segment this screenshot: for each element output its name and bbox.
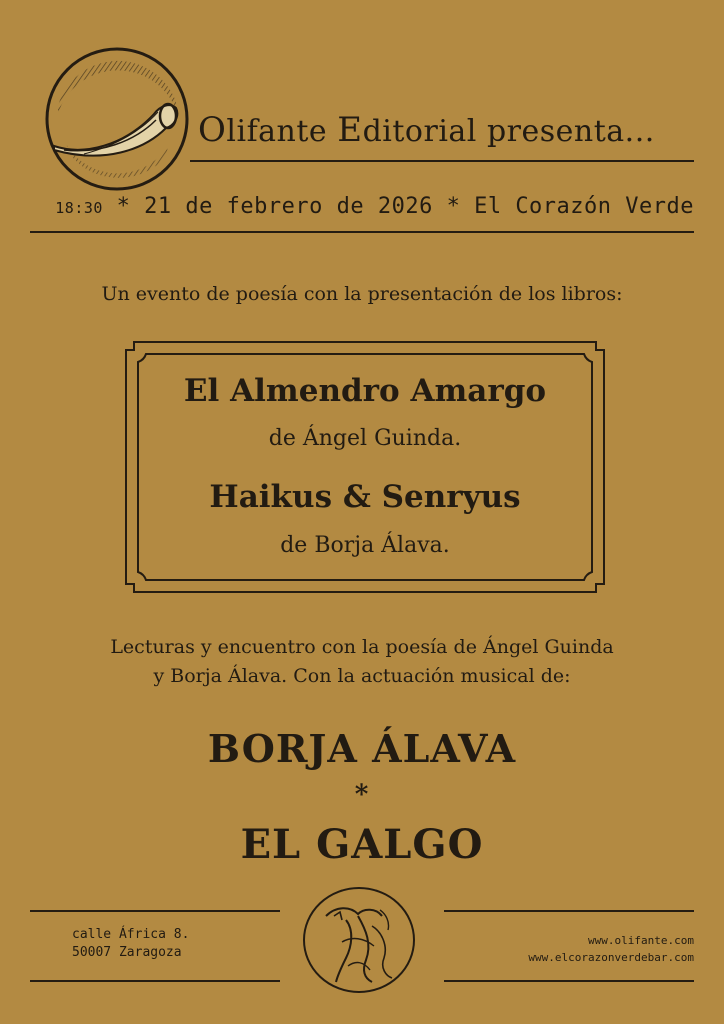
header-top-rule [190, 160, 694, 162]
galgo-emblem-icon [302, 886, 416, 994]
separator-star: * [116, 194, 131, 219]
website-olifante: www.olifante.com [588, 934, 694, 947]
venue-address [72, 926, 272, 962]
publisher-initial-e: E [337, 110, 363, 150]
event-description [20, 633, 704, 691]
footer-left-top-rule [30, 910, 280, 912]
footer-right-bottom-rule [444, 980, 694, 982]
presenta-text: presenta... [486, 114, 655, 149]
book-author: de Borja Álava. [280, 533, 450, 558]
website-venue: www.elcorazonverdebar.com [528, 951, 694, 964]
performer-name: EL GALGO [240, 821, 484, 868]
publisher-heading [198, 110, 698, 152]
websites [430, 932, 694, 966]
separator-star: * [446, 194, 461, 219]
publisher-word-2: ditorial [362, 114, 477, 149]
book-title: El Almendro Amargo [183, 373, 547, 409]
publisher-word-1: lifante [226, 114, 328, 149]
event-date: 21 de febrero de 2026 [144, 194, 433, 219]
performer-name: BORJA ÁLAVA [207, 726, 517, 771]
footer-right-top-rule [444, 910, 694, 912]
description-line: y Borja Álava. Con la actuación musical de: [153, 665, 571, 687]
intro-text: Un evento de poesía con la presentación de los libros: [101, 283, 623, 305]
description-line: Lecturas y encuentro con la poesía de Ángel Guinda [110, 636, 614, 658]
publisher-initial-o: O [198, 110, 227, 150]
address-city: 50007 Zaragoza [72, 945, 182, 960]
event-details [44, 192, 694, 223]
header-bottom-rule [30, 231, 694, 233]
olifante-horn-logo-icon [44, 46, 190, 192]
event-venue: El Corazón Verde [474, 194, 694, 219]
performer-separator: * [354, 780, 370, 810]
event-time: 18:30 [55, 199, 103, 217]
book-author: de Ángel Guinda. [268, 426, 462, 451]
book-title: Haikus & Senryus [209, 479, 521, 515]
footer-left-bottom-rule [30, 980, 280, 982]
address-street: calle África 8. [72, 927, 190, 942]
